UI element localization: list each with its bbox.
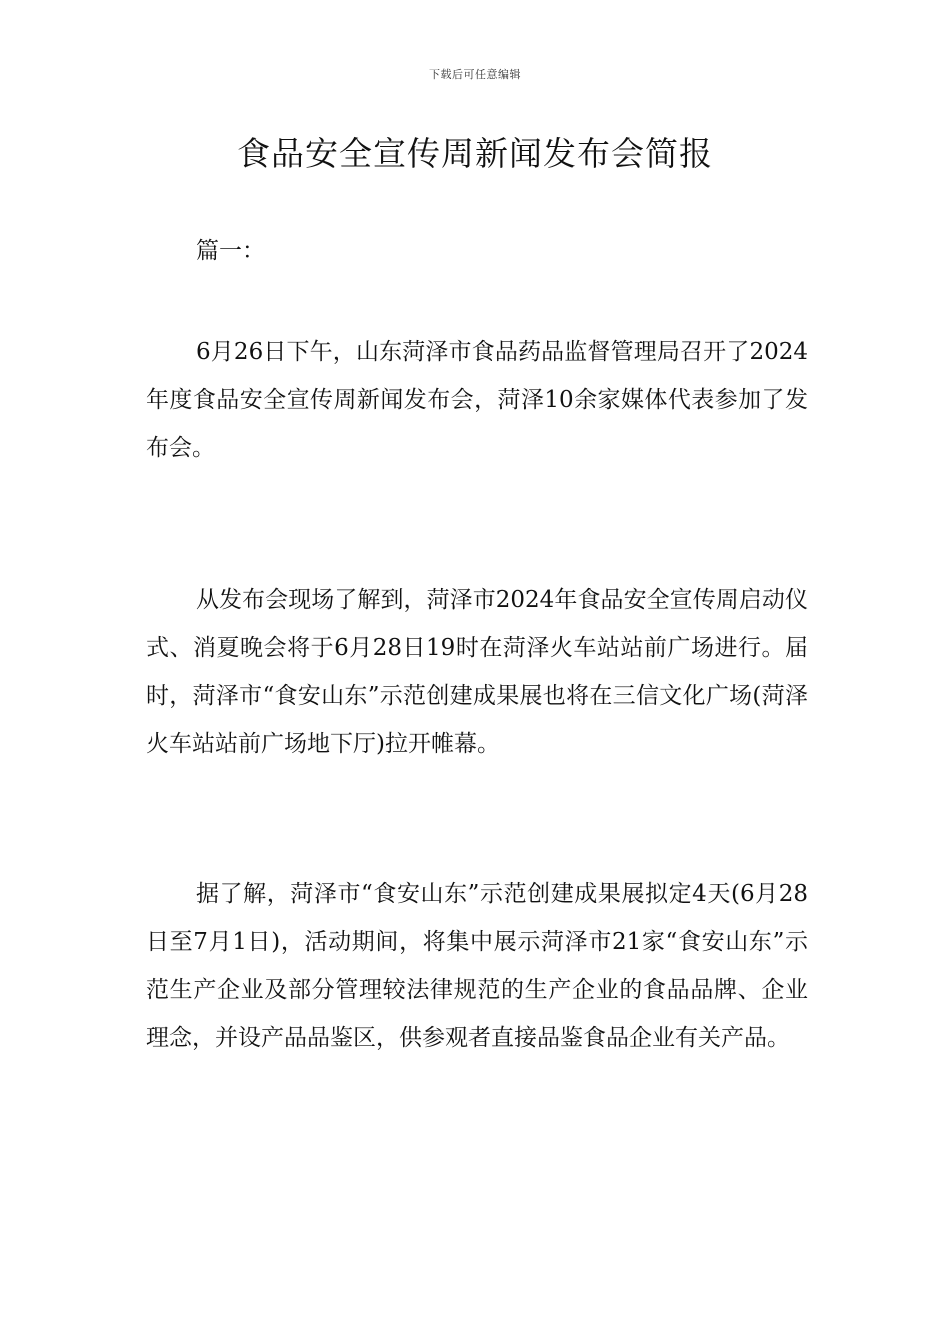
- header-note: 下载后可任意编辑: [429, 68, 521, 81]
- section-label: 篇一：: [196, 238, 265, 264]
- document-title: 食品安全宣传周新闻发布会简报: [237, 134, 713, 173]
- paragraph-1: 6月26日下午，山东菏泽市食品药品监督管理局召开了2024年度食品安全宣传周新闻发布会，菏泽10余家媒体代表参加了发布会。: [146, 339, 808, 461]
- paragraph-2: 从发布会现场了解到，菏泽市2024年食品安全宣传周启动仪式、消夏晚会将于6月28日19时在菏泽火车站站前广场进行。届时，菏泽市“食安山东”示范创建成果展也将在三信文化广场(菏泽火车站站前广场地下厅)拉开帷幕。: [146, 587, 808, 757]
- paragraph-3: 据了解，菏泽市“食安山东”示范创建成果展拟定4天(6月28日至7月1日)，活动期间，将集中展示菏泽市21家“食安山东”示范生产企业及部分管理较法律规范的生产企业的食品品牌、企业理念，并设产品品鉴区，供参观者直接品鉴食品企业有关产品。: [146, 881, 808, 1051]
